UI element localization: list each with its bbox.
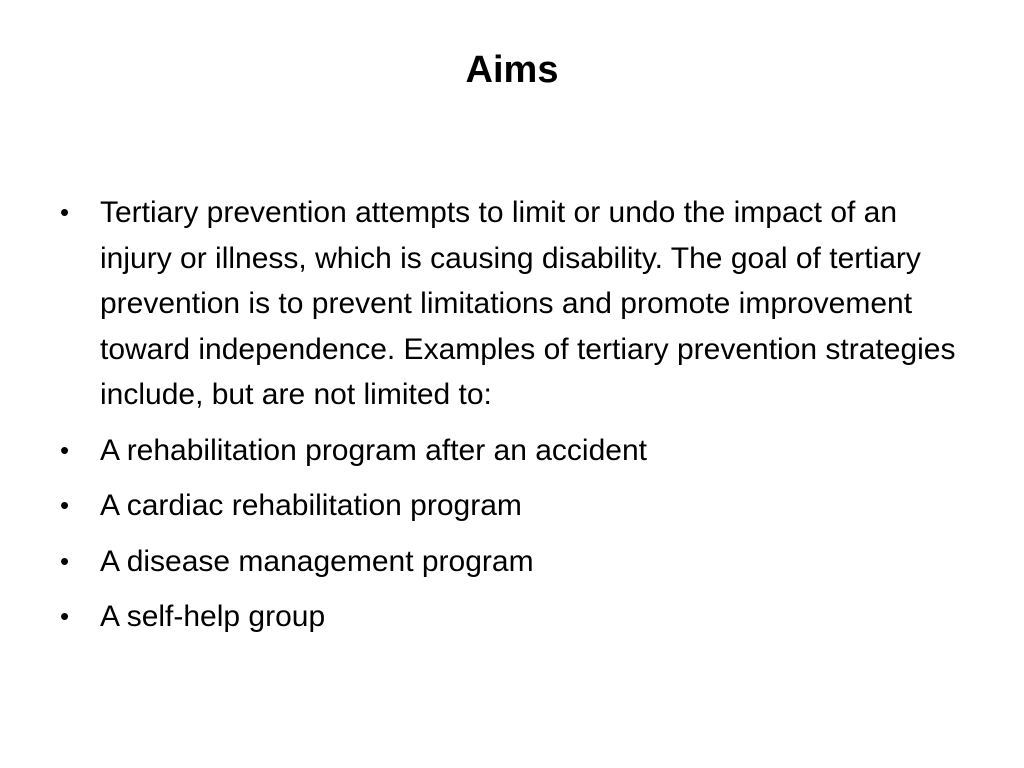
bullet-icon: • <box>60 601 70 631</box>
bullet-item-rehabilitation <box>58 428 958 474</box>
bullet-item-disease-management <box>58 539 958 585</box>
bullet-item-definition <box>58 190 958 418</box>
bullet-icon: • <box>60 490 70 520</box>
bullet-item-self-help <box>58 594 958 640</box>
bullet-text: Tertiary prevention attempts to limit or undo the impact of an injury or illness, which is causing disability. The goal of tertiary prevention is to prevent limitations and promote improvement toward independence. Examples of tertiary prevention strategies include, but are not limited to: <box>100 196 956 411</box>
bullet-icon: • <box>60 434 70 465</box>
bullet-item-cardiac <box>58 483 958 529</box>
bullet-text: A self-help group <box>100 600 326 633</box>
bullet-icon: • <box>60 197 70 227</box>
bullet-text: A rehabilitation program after an accident <box>100 433 647 467</box>
slide-title: Aims <box>465 49 559 91</box>
bullet-text: A disease management program <box>100 544 534 578</box>
bullet-icon: • <box>60 545 70 576</box>
bullet-text: A cardiac rehabilitation program <box>100 489 522 522</box>
bullet-list <box>58 190 958 650</box>
